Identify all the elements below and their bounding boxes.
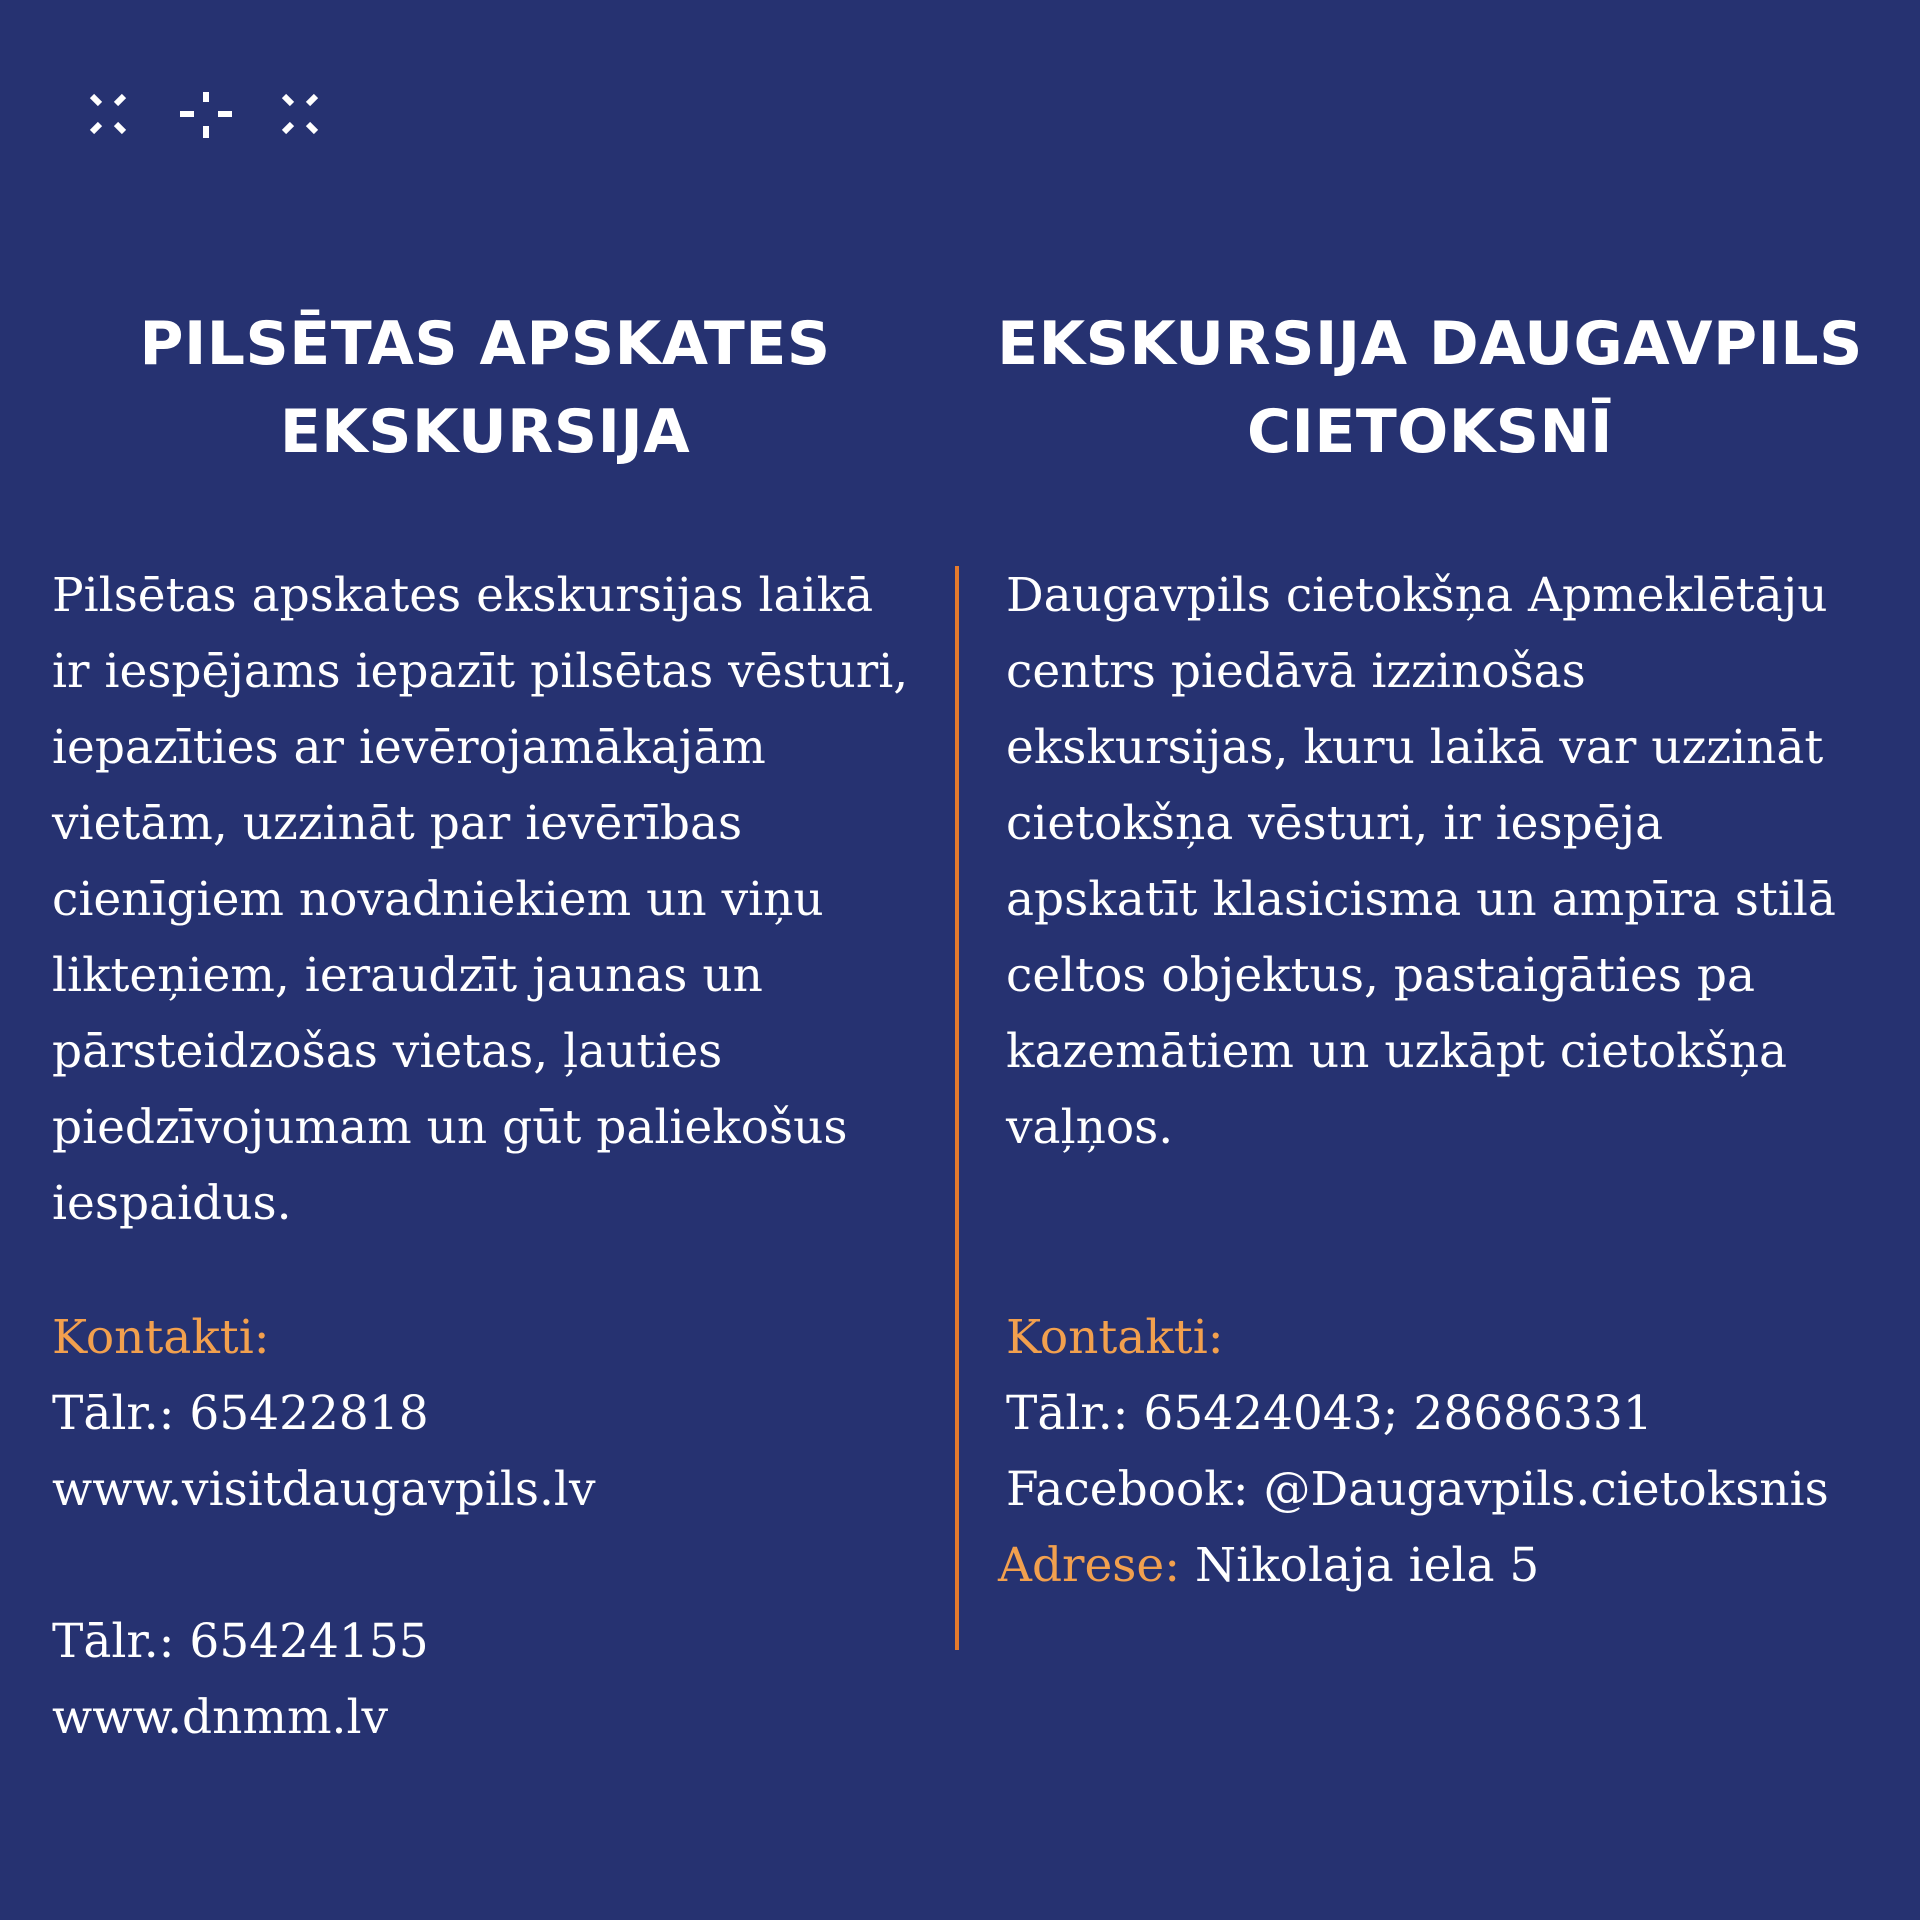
right-contacts — [998, 1300, 1906, 1604]
left-website-2-link[interactable]: www.dnmm.lv — [52, 1690, 389, 1745]
right-body-line: celtos objektus, pastaigāties pa — [1006, 948, 1755, 1003]
vertical-divider — [955, 566, 959, 1650]
left-body-line: likteņiem, ieraudzīt jaunas un — [52, 948, 763, 1003]
left-body-line: piedzīvojumam un gūt paliekošus — [52, 1100, 848, 1155]
address-label: Adrese: — [998, 1538, 1181, 1593]
right-description — [1006, 558, 1906, 1166]
right-body-line: vaļņos. — [1006, 1100, 1174, 1155]
right-body-line: Daugavpils cietokšņa Apmeklētāju — [1006, 568, 1828, 623]
left-description — [52, 558, 952, 1242]
decorative-cross-pattern-logo — [88, 92, 328, 144]
right-body-line: ekskursijas, kuru laikā var uzzināt — [1006, 720, 1824, 775]
left-heading-line-2: EKSKURSIJA — [279, 397, 691, 467]
right-body-line: kazemātiem un uzkāpt cietokšņa — [1006, 1024, 1788, 1079]
left-body-line: iepazīties ar ievērojamākajām — [52, 720, 766, 775]
right-facebook-link[interactable]: Facebook: @Daugavpils.cietoksnis — [1006, 1462, 1829, 1517]
right-body-line: apskatīt klasicisma un ampīra stilā — [1006, 872, 1836, 927]
right-body-line: centrs piedāvā izzinošas — [1006, 644, 1586, 699]
right-address — [998, 1528, 1906, 1604]
address-value: Nikolaja iela 5 — [1195, 1538, 1540, 1593]
right-body-line: cietokšņa vēsturi, ir iespēja — [1006, 796, 1664, 851]
left-heading-line-1: PILSĒTAS APSKATES — [139, 309, 831, 379]
left-body-line: cienīgiem novadniekiem un viņu — [52, 872, 824, 927]
right-heading-line-1: EKSKURSIJA DAUGAVPILS — [997, 309, 1863, 379]
right-phone: Tālr.: 65424043; 28686331 — [1006, 1386, 1653, 1441]
left-body-line: ir iespējams iepazīt pilsētas vēsturi, — [52, 644, 909, 699]
left-website-1-link[interactable]: www.visitdaugavpils.lv — [52, 1462, 596, 1517]
left-body-line: Pilsētas apskates ekskursijas laikā — [52, 568, 874, 623]
left-body-line: iespaidus. — [52, 1176, 292, 1231]
left-phone-1: Tālr.: 65422818 — [52, 1386, 429, 1441]
left-contacts-label: Kontakti: — [52, 1310, 270, 1365]
right-section-heading — [990, 300, 1870, 476]
left-body-line: vietām, uzzināt par ievērības — [52, 796, 743, 851]
right-contacts-label: Kontakti: — [1006, 1310, 1224, 1365]
left-section-heading — [40, 300, 930, 476]
left-phone-2: Tālr.: 65424155 — [52, 1614, 429, 1669]
left-contacts — [52, 1300, 932, 1756]
left-body-line: pārsteidzošas vietas, ļauties — [52, 1024, 723, 1079]
right-heading-line-2: CIETOKSNĪ — [1246, 397, 1614, 467]
